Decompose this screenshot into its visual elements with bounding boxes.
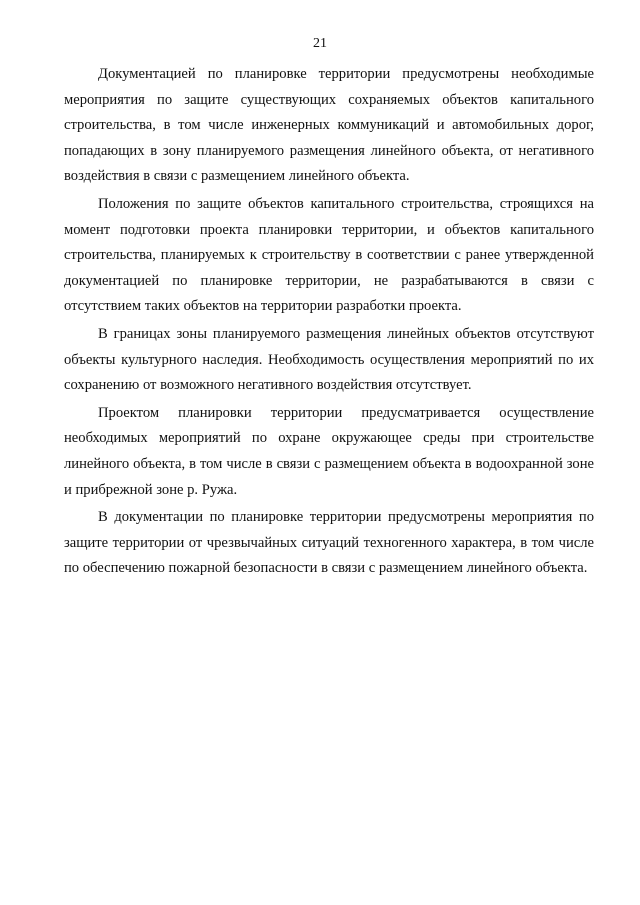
paragraph-environmental-protection: Проектом планировки территории предусматривается осуществление необходимых мероприятий по охране окружающее среды при строительстве линейного объекта, в том числе в связи с размещением объекта в водоохранной зоне и прибрежной зоне р. Ружа. [64,404,594,498]
paragraph-protection-existing-objects: Документацией по планировке территории предусмотрены необходимые мероприятия по защите существующих сохраняемых объектов капитального строительства, в том числе инженерных коммуникаций и автомобильных дорог, попадающих в зону планируемого размещения линейного объекта, от негативного воздействия в связи с размещением линейного объекта. [64,66,594,185]
paragraph-emergency-fire-safety: В документации по планировке территории предусмотрены мероприятия по защите территории от чрезвычайных ситуаций техногенного характера, в том числе по обеспечению пожарной безопасности в связи с размещением линейного объекта. [64,509,594,577]
page-number: 21 [313,36,327,51]
paragraph-cultural-heritage: В границах зоны планируемого размещения линейных объектов отсутствуют объекты культурного наследия. Необходимость осуществления мероприятий по их сохранению от возможного негативного воздействия отсутствует. [64,325,594,394]
paragraph-objects-under-construction: Положения по защите объектов капитального строительства, строящихся на момент подготовки проекта планировки территории, и объектов капитального строительства, планируемых к строительству в соответствии с ранее утвержденной документацией по планировке территории, не разрабатываются в связи с отсутствием таких объектов на территории разработки проекта. [64,195,594,315]
body-text [64,62,594,584]
